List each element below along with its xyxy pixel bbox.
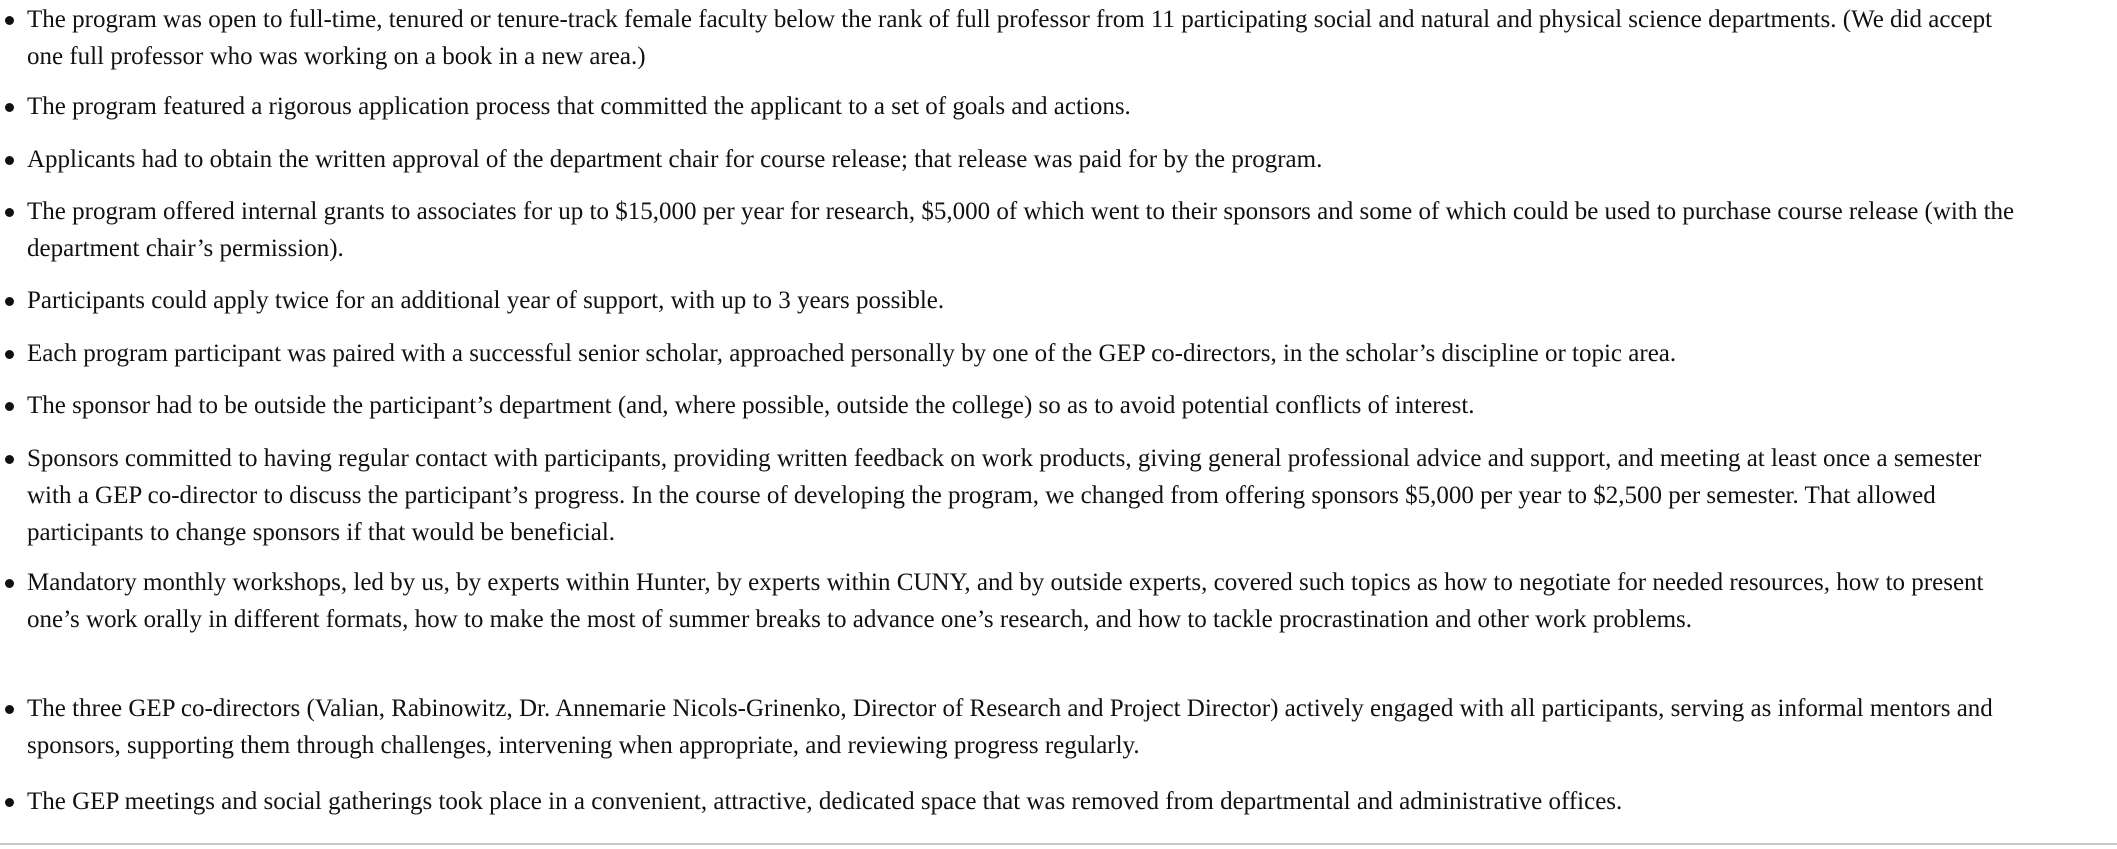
list-item <box>0 335 2030 372</box>
list-item-text: Applicants had to obtain the written approval of the department chair for course release; that release was paid for by the program. <box>27 146 1323 173</box>
list-item <box>0 141 2030 178</box>
bullet-dot <box>5 579 14 588</box>
bottom-rule <box>0 843 2117 845</box>
bullet-dot <box>5 103 14 112</box>
list-item-text: The sponsor had to be outside the participant’s department (and, where possible, outside the college) so as to avoid potential conflicts of interest. <box>27 392 1475 419</box>
list-item <box>0 282 2030 319</box>
list-item-text: Mandatory monthly workshops, led by us, by experts within Hunter, by experts within CUNY, and by outside experts, covered such topics as how to negotiate for needed resources, how to present one’s work orally in different formats, how to make the most of summer breaks to advance one’s research, and how to tackle procrastination and other work problems. <box>27 569 1984 633</box>
list-item <box>0 564 2030 638</box>
list-item-text: The program featured a rigorous application process that committed the applicant to a set of goals and actions. <box>27 93 1131 120</box>
bullet-dot <box>5 798 14 807</box>
bullet-dot <box>5 402 14 411</box>
list-item-text: The program offered internal grants to associates for up to $15,000 per year for research, $5,000 of which went to their sponsors and some of which could be used to purchase course release (with the department chair’s permission). <box>27 198 2015 262</box>
list-item <box>0 783 2030 820</box>
list-item-text: The GEP meetings and social gatherings took place in a convenient, attractive, dedicated space that was removed from departmental and administrative offices. <box>27 788 1623 815</box>
bullet-dot <box>5 455 14 464</box>
list-item-text: The program was open to full-time, tenured or tenure-track female faculty below the rank of full professor from 11 participating social and natural and physical science departments. (We did accept one full professor who was working on a book in a new area.) <box>27 6 1993 70</box>
list-item <box>0 690 2030 764</box>
list-item <box>0 387 2030 424</box>
list-item-text: Participants could apply twice for an additional year of support, with up to 3 years possible. <box>27 287 945 314</box>
bullet-dot <box>5 705 14 714</box>
bullet-dot <box>5 350 14 359</box>
list-item <box>0 440 2030 551</box>
list-item-text: Sponsors committed to having regular contact with participants, providing written feedback on work products, giving general professional advice and support, and meeting at least once a semester with a GEP co-director to discuss the participant’s progress. In the course of developing the program, we changed from offering sponsors $5,000 per year to $2,500 per semester. That allowed participants to change sponsors if that would be beneficial. <box>27 445 1982 546</box>
list-item-text: Each program participant was paired with a successful senior scholar, approached personally by one of the GEP co-directors, in the scholar’s discipline or topic area. <box>27 340 1677 367</box>
list-item-text: The three GEP co-directors (Valian, Rabinowitz, Dr. Annemarie Nicols-Grinenko, Director of Research and Project Director) actively engaged with all participants, serving as informal mentors and sponsors, supporting them through challenges, intervening when appropriate, and reviewing progress regularly. <box>27 695 1993 759</box>
bullet-dot <box>5 16 14 25</box>
list-item <box>0 88 2030 125</box>
list-item <box>0 1 2030 75</box>
bullet-dot <box>5 208 14 217</box>
bullet-dot <box>5 156 14 165</box>
list-item <box>0 193 2030 267</box>
bullet-dot <box>5 297 14 306</box>
